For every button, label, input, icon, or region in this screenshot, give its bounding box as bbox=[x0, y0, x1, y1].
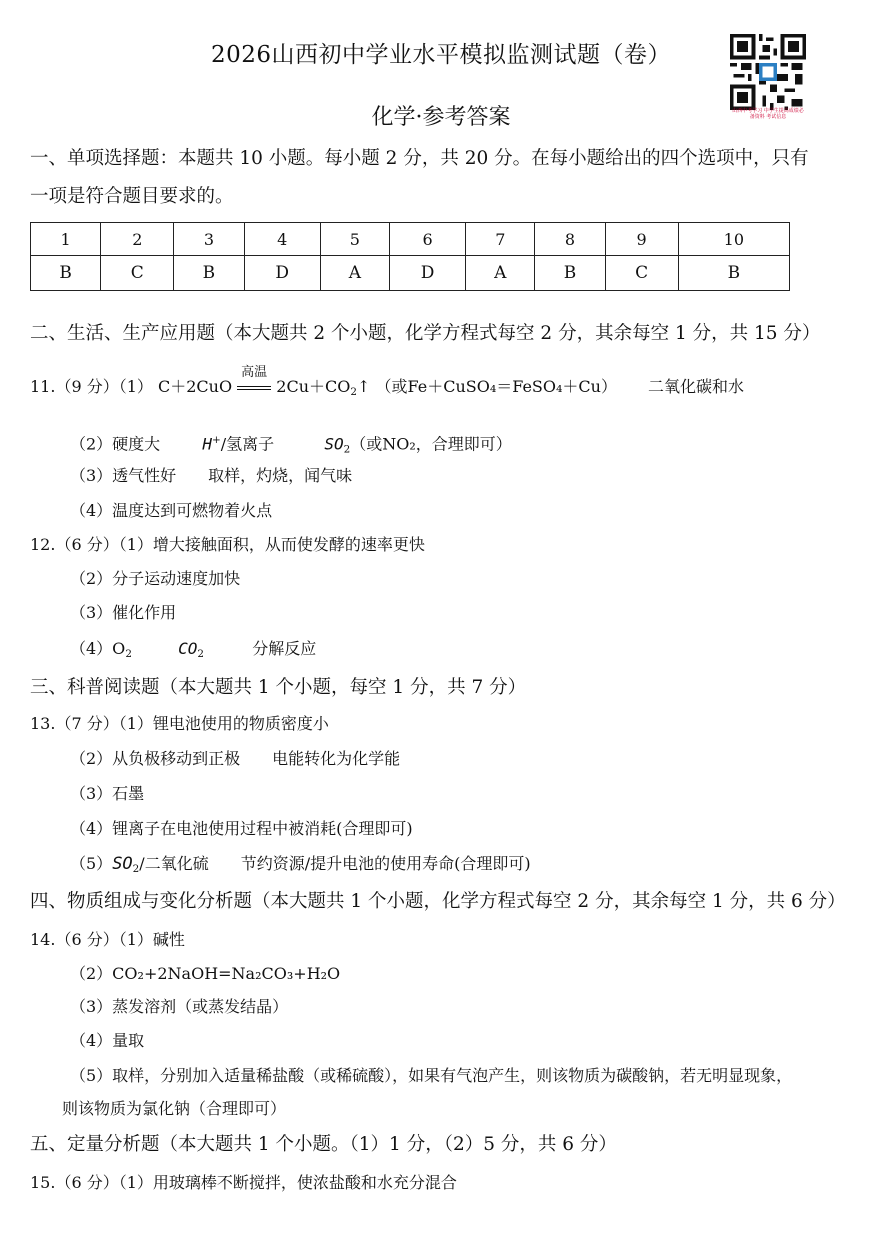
section2-title: 二、生活、生产应用题（本大题共 2 个小题，化学方程式每空 2 分，其余每空 1 分，共 15 分） bbox=[30, 323, 821, 344]
q11-part2-b: /氢离子 bbox=[220, 434, 275, 454]
q12-part1: 12.（6 分）（1）增大接触面积，从而使发酵的速率更快 bbox=[30, 535, 425, 554]
q11-part2-a: （2）硬度大 bbox=[70, 434, 161, 454]
q11-part4: （4）温度达到可燃物着火点 bbox=[70, 501, 273, 520]
section3-title: 三、科普阅读题（本大题共 1 个小题，每空 1 分，共 7 分） bbox=[30, 677, 527, 698]
q14-part4: （4）量取 bbox=[70, 1031, 145, 1050]
q12-part2: （2）分子运动速度加快 bbox=[70, 569, 241, 588]
answer-table-number-row bbox=[31, 223, 790, 256]
table-cell: 4 bbox=[244, 223, 320, 256]
q13-part5-b: /二氧化硫 节约资源/提升电池的使用寿命(合理即可) bbox=[139, 854, 531, 873]
q13-part1: 13.（7 分）（1）锂电池使用的物质密度小 bbox=[30, 714, 329, 733]
table-cell: 2 bbox=[101, 223, 174, 256]
section4-title: 四、物质组成与变化分析题（本大题共 1 个小题，化学方程式每空 2 分，其余每空 1 分，共 6 分） bbox=[30, 891, 846, 912]
q11-answer-b: 二氧化碳和水 bbox=[648, 377, 745, 396]
table-cell: A bbox=[320, 256, 389, 291]
table-cell: 9 bbox=[605, 223, 678, 256]
q12-part4: $(4)O_2$ $CO_2$ 分解反应 bbox=[70, 639, 317, 661]
q11-alt-equation: （或Fe＋CuSO₄＝FeSO₄＋Cu） bbox=[375, 377, 617, 396]
answer-table-answer-row bbox=[31, 256, 790, 291]
table-cell: 7 bbox=[466, 223, 535, 256]
q15-part1: 15.（6 分）（1）用玻璃棒不断搅拌，使浓盐酸和水充分混合 bbox=[30, 1173, 457, 1192]
qr-code-icon bbox=[730, 34, 806, 110]
reaction-condition: 高温 bbox=[241, 365, 268, 380]
page-title: 2026山西初中学业水平模拟监测试题（卷） bbox=[210, 42, 672, 68]
q12-part4-c: 分解反应 bbox=[252, 639, 317, 658]
answer-table bbox=[30, 222, 790, 291]
q11-eq-left: C＋2CuO bbox=[158, 377, 233, 396]
q14-part3: （3）蒸发溶剂（或蒸发结晶） bbox=[70, 997, 289, 1016]
up-arrow-icon: ↑ bbox=[357, 377, 371, 396]
q13-part4: （4）锂离子在电池使用过程中被消耗(合理即可) bbox=[70, 819, 413, 838]
q13-part5-a: （5） bbox=[70, 854, 113, 873]
q12-part3: （3）催化作用 bbox=[70, 603, 177, 622]
q11-part2-c: （或NO₂，合理即可） bbox=[350, 434, 512, 454]
q11-eq-right: 2Cu＋CO bbox=[276, 377, 351, 396]
table-cell: D bbox=[389, 256, 465, 291]
q11-part2-so: SO bbox=[324, 434, 344, 454]
q12-part4-b: CO bbox=[178, 639, 198, 658]
reaction-condition-sign bbox=[237, 365, 271, 397]
table-cell: B bbox=[174, 256, 244, 291]
q13-part2: （2）从负极移动到正极 电能转化为化学能 bbox=[70, 749, 401, 768]
table-cell: C bbox=[605, 256, 678, 291]
table-cell: 5 bbox=[320, 223, 389, 256]
section5-title: 五、定量分析题（本大题共 1 个小题。（1）1 分，（2）5 分，共 6 分） bbox=[30, 1134, 617, 1155]
q14-part1: 14.（6 分）（1）碱性 bbox=[30, 930, 185, 949]
q13-part3: （3）石墨 bbox=[70, 784, 145, 803]
q11-prefix: 11.（9 分）（1） bbox=[30, 377, 153, 396]
q14-part5-line2: 则该物质为氯化钠（合理即可） bbox=[62, 1099, 287, 1118]
q13-part5-so: SO bbox=[112, 854, 133, 874]
qr-caption: 山西中考学习 中学生提高成绩必备资料 考试信息 bbox=[732, 108, 804, 120]
q11-part2: （2）硬度大 H+/氢离子 $SO_2$（或NO₂，合理即可） bbox=[70, 434, 512, 456]
table-cell: C bbox=[101, 256, 174, 291]
q11-part2-h: H bbox=[202, 434, 213, 454]
table-cell: B bbox=[31, 256, 101, 291]
section1-line1: 一、单项选择题：本题共 10 小题。每小题 2 分，共 20 分。在每小题给出的四个选项中，只有 bbox=[30, 148, 809, 169]
table-cell: 1 bbox=[31, 223, 101, 256]
table-cell: 8 bbox=[535, 223, 605, 256]
section1-line2: 一项是符合题目要求的。 bbox=[30, 186, 234, 207]
table-cell: A bbox=[466, 256, 535, 291]
table-cell: 3 bbox=[174, 223, 244, 256]
table-cell: 10 bbox=[678, 223, 789, 256]
q13-part5: $(5)SO_2/$二氧化硫 节约资源/提升电池的使用寿命(合理即可) bbox=[70, 854, 531, 876]
table-cell: D bbox=[244, 256, 320, 291]
q11-line1: 11.（9 分）（1） C＋2CuO 高温 $2Cu+CO_2↑$ （或Fe＋CuSO₄＝FeSO₄＋Cu） bbox=[30, 365, 617, 399]
table-cell: B bbox=[678, 256, 789, 291]
q14-part5-line1: （5）取样，分别加入适量稀盐酸（或稀硫酸），如果有气泡产生，则该物质为碳酸钠，若无明显现象， bbox=[70, 1066, 793, 1085]
q11-part3: （3）透气性好 取样，灼烧，闻气味 bbox=[70, 466, 353, 485]
table-cell: 6 bbox=[389, 223, 465, 256]
q14-part2: （2）CO₂+2NaOH=Na₂CO₃+H₂O bbox=[70, 964, 341, 983]
q12-part4-a: （4）O bbox=[70, 639, 126, 658]
page-subtitle: 化学·参考答案 bbox=[371, 105, 511, 130]
table-cell: B bbox=[535, 256, 605, 291]
